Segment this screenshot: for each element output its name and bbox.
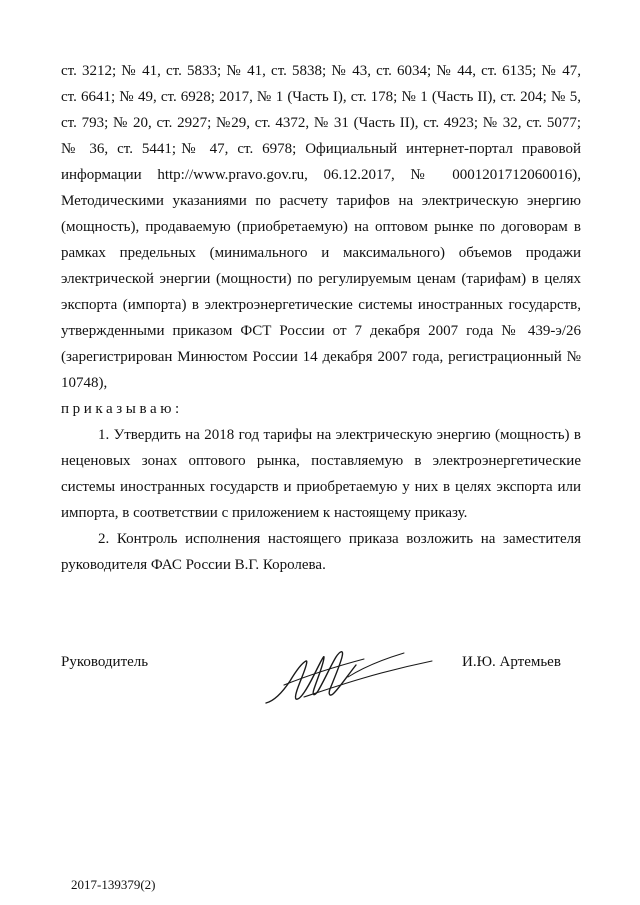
text-line: ст. 6641; № 49, ст. 6928; 2017, № 1 (Часть I), ст. 178; № 1 (Часть II), ст. 204; № 5, <box>61 89 581 105</box>
item-1-line: неценовых зонах оптового рынка, поставляемую в электроэнергетические <box>61 453 581 469</box>
order-word: приказываю: <box>61 401 183 417</box>
item-1-line: системы иностранных государств и приобретаемую у них в целях экспорта или <box>61 479 581 495</box>
item-1-line: 1. Утвердить на 2018 год тарифы на электрическую энергию (мощность) в <box>98 427 581 443</box>
text-line: Методическими указаниями по расчету тарифов на электрическую энергию <box>61 193 581 209</box>
text-line: 10748), <box>61 375 108 391</box>
document-body <box>61 58 581 578</box>
text-line: экспорта (импорта) в электроэнергетические системы иностранных государств, <box>61 297 581 313</box>
text-line: (мощность), продаваемую (приобретаемую) на оптовом рынке по договорам в <box>61 219 581 235</box>
item-2-line: руководителя ФАС России В.Г. Королева. <box>61 557 326 573</box>
handwritten-signature <box>264 637 434 709</box>
document-number: 2017-139379(2) <box>71 877 156 892</box>
item-2-line: 2. Контроль исполнения настоящего приказа возложить на заместителя <box>98 531 581 547</box>
signatory-title: Руководитель <box>61 654 149 670</box>
text-line: утвержденными приказом ФСТ России от 7 декабря 2007 года № 439-э/26 <box>61 323 581 339</box>
signatory-name: И.Ю. Артемьев <box>462 654 561 670</box>
text-line: ст. 793; № 20, ст. 2927; №29, ст. 4372, № 31 (Часть II), ст. 4923; № 32, ст. 5077; <box>61 115 581 131</box>
text-line: ст. 3212; № 41, ст. 5833; № 41, ст. 5838; № 43, ст. 6034; № 44, ст. 6135; № 47, <box>61 63 581 79</box>
text-line: рамках предельных (минимального и максимального) объемов продажи <box>61 245 581 261</box>
text-line: (зарегистрирован Минюстом России 14 декабря 2007 года, регистрационный № <box>61 349 581 365</box>
text-line: электрической энергии (мощности) по регулируемым ценам (тарифам) в целях <box>61 271 581 287</box>
item-1-line: импорта, в соответствии с приложением к настоящему приказу. <box>61 505 468 521</box>
text-line: № 36, ст. 5441;№ 47, ст. 6978; Официальный интернет-портал правовой <box>61 141 581 157</box>
text-line: информации http://www.pravo.gov.ru, 06.12.2017, № 0001201712060016), <box>61 167 581 183</box>
